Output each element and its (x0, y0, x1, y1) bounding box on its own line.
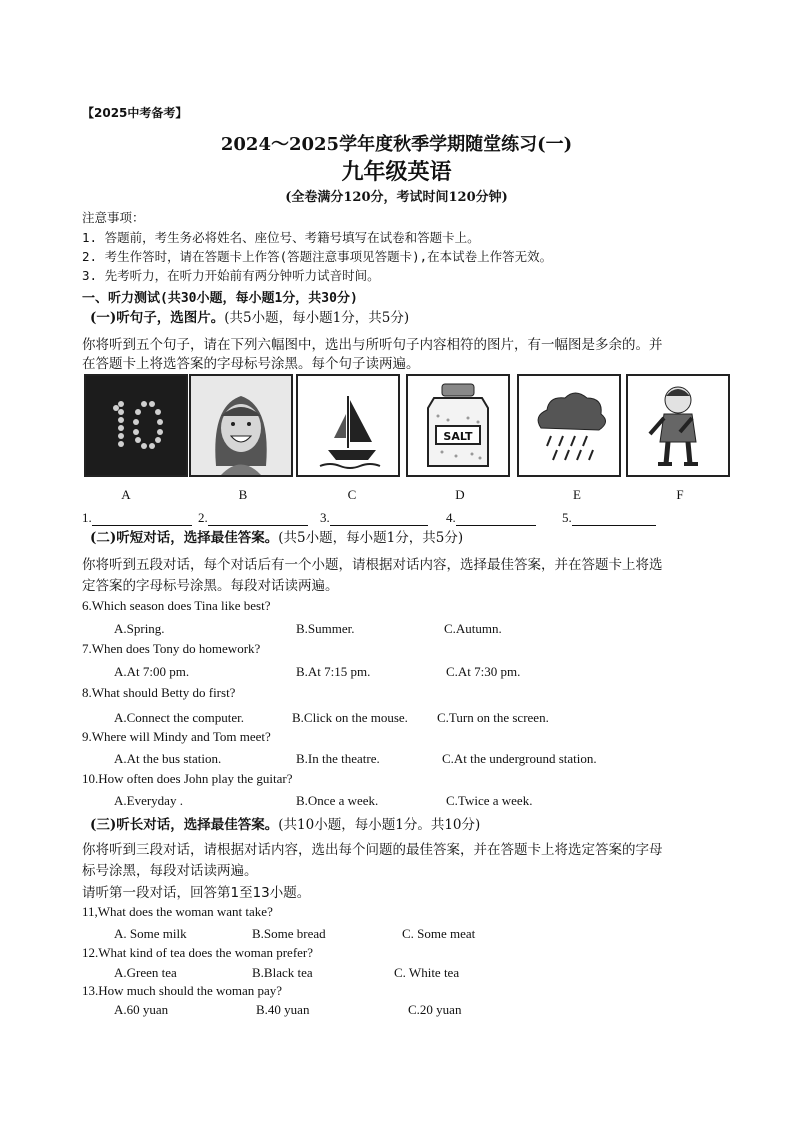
question-13: 13.How much should the woman pay? (82, 983, 283, 998)
option-b[interactable]: B.Black tea (252, 965, 313, 980)
option-a[interactable]: A.Green tea (114, 965, 177, 980)
option-b[interactable]: B.At 7:15 pm. (296, 664, 371, 679)
blank-line[interactable] (330, 512, 428, 526)
option-b[interactable]: B.Once a week. (296, 793, 379, 808)
picture-d (406, 374, 510, 477)
part2-title (90, 526, 463, 546)
picture-e (517, 374, 621, 477)
answer-blank-3[interactable] (320, 510, 428, 526)
picture-c (296, 374, 400, 477)
note-item: 3. 先考听力，在听力开始前有两分钟听力试音时间。 (82, 268, 380, 283)
blank-line[interactable] (456, 512, 536, 526)
exam-title: 2024～2025学年度秋季学期随堂练习(一) (220, 134, 573, 155)
rain-cloud-icon (519, 376, 619, 475)
part1-instruction: 在答题卡上将选答案的字母标号涂黑。每个句子读两遍。 (82, 356, 420, 372)
option-a[interactable]: A.Connect the computer. (114, 710, 244, 725)
option-b[interactable]: B.40 yuan (256, 1002, 310, 1017)
answer-blank-1[interactable] (82, 510, 192, 526)
picture-label: F (676, 487, 684, 502)
part2-instruction: 你将听到五段对话，每个对话后有一个小题，请根据对话内容，选择最佳答案，并在答题卡上将选 (82, 557, 663, 573)
exam-tag: 【2025中考备考】 (82, 106, 188, 120)
question-7: 7.When does Tony do homework? (82, 641, 261, 656)
option-c[interactable]: C.20 yuan (408, 1002, 462, 1017)
blank-number: 2. (198, 510, 208, 525)
part2-title-text: (二)听短对话，选择最佳答案。 (90, 530, 279, 546)
part3-instruction: 标号涂黑，每段对话读两遍。 (82, 863, 258, 879)
salt-jar-icon (408, 376, 508, 475)
part3-score: (共10小题，每小题1分。共10分) (278, 817, 481, 833)
option-b[interactable]: B.Click on the mouse. (292, 710, 408, 725)
note-item: 2. 考生作答时，请在答题卡上作答(答题注意事项见答题卡),在本试卷上作答无效。 (82, 249, 553, 264)
option-a[interactable]: A.At 7:00 pm. (114, 664, 190, 679)
option-c[interactable]: C. White tea (394, 965, 460, 980)
option-c[interactable]: C.Twice a week. (446, 793, 533, 808)
option-b[interactable]: B.In the theatre. (296, 751, 380, 766)
blank-number: 5. (562, 510, 572, 525)
number-ten-icon (86, 376, 186, 475)
part1-title (90, 306, 409, 326)
option-a[interactable]: A.60 yuan (114, 1002, 169, 1017)
question-6: 6.Which season does Tina like best? (82, 598, 271, 613)
picture-label: E (573, 487, 581, 502)
blank-line[interactable] (572, 512, 656, 526)
picture-f (626, 374, 730, 477)
question-8: 8.What should Betty do first? (82, 685, 236, 700)
blank-line[interactable] (208, 512, 308, 526)
option-a[interactable]: A.Spring. (114, 621, 165, 636)
part3-title (90, 813, 480, 833)
part2-instruction: 定答案的字母标号涂黑。每段对话读两遍。 (82, 578, 339, 594)
part3-title-text: (三)听长对话，选择最佳答案。 (90, 817, 279, 833)
option-c[interactable]: C.Turn on the screen. (437, 710, 549, 725)
picture-b (189, 374, 293, 477)
part2-score: (共5小题，每小题1分，共5分) (278, 530, 464, 546)
blank-number: 4. (446, 510, 456, 525)
picture-label: B (238, 487, 248, 502)
option-c[interactable]: C.At 7:30 pm. (446, 664, 521, 679)
blank-number: 3. (320, 510, 330, 525)
picture-label: A (121, 487, 131, 502)
answer-blank-2[interactable] (198, 510, 308, 526)
question-10: 10.How often does John play the guitar? (82, 771, 293, 786)
option-c[interactable]: C.Autumn. (444, 621, 502, 636)
option-a[interactable]: A.At the bus station. (114, 751, 222, 766)
option-b[interactable]: B.Some bread (252, 926, 326, 941)
picture-label: D (455, 487, 465, 502)
sailboat-icon (298, 376, 398, 475)
salt-label: SALT (443, 430, 473, 443)
picture-a (84, 374, 188, 477)
sick-boy-icon (628, 376, 728, 475)
smiling-girl-icon (191, 376, 291, 475)
part3-instruction: 你将听到三段对话，请根据对话内容，选出每个问题的最佳答案，并在答题卡上将选定答案的字母 (82, 842, 663, 858)
option-c[interactable]: C. Some meat (402, 926, 476, 941)
question-9: 9.Where will Mindy and Tom meet? (82, 729, 271, 744)
part1-title-text: (一)听句子，选图片。 (90, 310, 225, 326)
option-b[interactable]: B.Summer. (296, 621, 355, 636)
question-12: 12.What kind of tea does the woman prefer? (82, 945, 314, 960)
question-11: 11,What does the woman want take? (82, 904, 273, 919)
notes-heading: 注意事项： (82, 210, 145, 225)
answer-blank-4[interactable] (446, 510, 536, 526)
option-a[interactable]: A.Everyday . (114, 793, 183, 808)
part3-lead: 请听第一段对话，回答第1至13小题。 (82, 885, 311, 901)
exam-subject: 九年级英语 (341, 160, 452, 185)
picture-label: C (347, 487, 357, 502)
exam-info: (全卷满分120分，考试时间120分钟) (285, 190, 508, 205)
blank-line[interactable] (92, 512, 192, 526)
option-a[interactable]: A. Some milk (114, 926, 187, 941)
blank-number: 1. (82, 510, 92, 525)
part1-score: (共5小题，每小题1分，共5分) (224, 310, 410, 326)
note-item: 1. 答题前，考生务必将姓名、座位号、考籍号填写在试卷和答题卡上。 (82, 230, 480, 245)
part1-instruction: 你将听到五个句子，请在下列六幅图中，选出与所听句子内容相符的图片，有一幅图是多余的。并 (82, 337, 663, 353)
section-heading: 一、听力测试(共30小题，每小题1分，共30分) (82, 291, 358, 306)
answer-blank-5[interactable] (562, 510, 656, 526)
option-c[interactable]: C.At the underground station. (442, 751, 597, 766)
